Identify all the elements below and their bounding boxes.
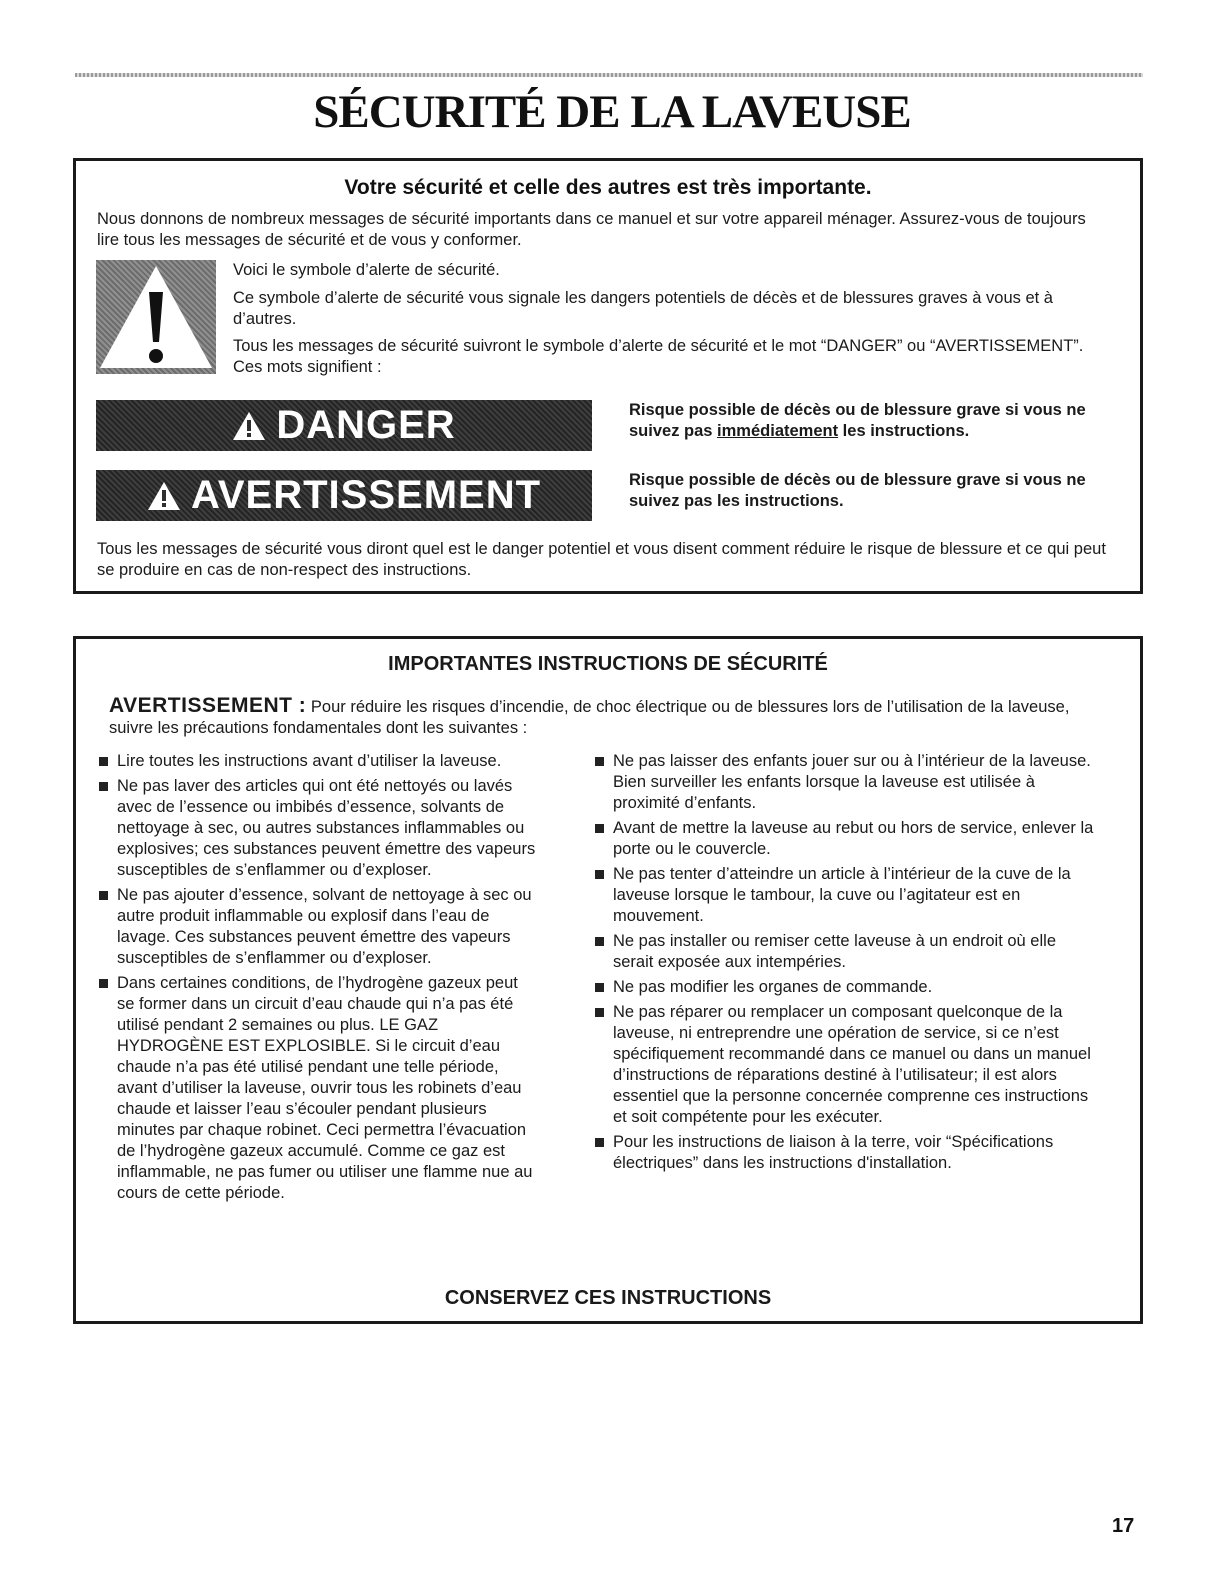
page-title: SÉCURITÉ DE LA LAVEUSE bbox=[313, 86, 911, 138]
safety-heading: Votre sécurité et celle des autres est très importante. bbox=[344, 176, 872, 199]
list-item bbox=[594, 977, 1094, 998]
bullet-square-icon bbox=[99, 979, 108, 988]
list-item-text: Ne pas réparer ou remplacer un composant quelconque de la laveuse, ni entreprendre une opération de service, si ce n’est spécifiquement recommandé dans ce manuel ou dans un manuel d’instructions de réparations destiné à l’utilisateur; il est alors essentiel que la personne concernée comprenne ces instructions et soit compétente pour les exécuter. bbox=[613, 1003, 1091, 1126]
danger-text-start: Risque possible de décès ou de blessure grave si vous ne suivez pas bbox=[629, 401, 1086, 440]
bullet-square-icon bbox=[595, 757, 604, 766]
bullet-square-icon bbox=[595, 937, 604, 946]
warning-triangle-icon bbox=[147, 481, 181, 511]
bullet-square-icon bbox=[99, 891, 108, 900]
safety-closing: Tous les messages de sécurité vous diront quel est le danger potentiel et vous disent comment réduire le risque de blessure et ce qui peut se produire en cas de non-respect des instructions. bbox=[97, 540, 1106, 579]
list-item bbox=[594, 751, 1094, 814]
bullet-square-icon bbox=[595, 1138, 604, 1147]
danger-label: DANGER bbox=[276, 403, 456, 447]
list-item bbox=[98, 885, 538, 969]
list-item bbox=[594, 1132, 1094, 1174]
safety-intro: Nous donnons de nombreux messages de sécurité importants dans ce manuel et sur votre appareil ménager. Assurez-vous de toujours lire tous les messages de sécurité et de vous y conformer. bbox=[97, 210, 1086, 249]
top-rule bbox=[75, 73, 1143, 77]
bullet-square-icon bbox=[595, 824, 604, 833]
list-item-text: Ne pas tenter d’atteindre un article à l’intérieur de la cuve de la laveuse lorsque le tambour, la cuve ou l’agitateur est en mouvement. bbox=[613, 865, 1071, 925]
list-item-text: Ne pas installer ou remiser cette laveuse à un endroit où elle serait exposée aux intempéries. bbox=[613, 932, 1056, 971]
instructions-heading: IMPORTANTES INSTRUCTIONS DE SÉCURITÉ bbox=[388, 653, 828, 675]
list-item bbox=[594, 1002, 1094, 1128]
danger-description bbox=[629, 400, 1139, 442]
list-item-text: Ne pas laisser des enfants jouer sur ou à l’intérieur de la laveuse. Bien surveiller les enfants lorsque la laveuse est utilisée à proximité d’enfants. bbox=[613, 752, 1091, 812]
list-item-text: Dans certaines conditions, de l’hydrogène gazeux peut se former dans un circuit d’eau chaude qui n’a pas été utilisé pendant 2 semaines ou plus. LE GAZ HYDROGÈNE EST EXPLOSIBLE. Si le circuit d’eau chaude n’a pas été utilisé pendant une telle période, avant d’utiliser la laveuse, ouvrir tous les robinets d’eau chaude et laisser l’eau s’écouler pendant plusieurs minutes par chaque robinet. Ceci permettra l’évacuation de l’hydrogène gazeux accumulé. Comme ce gaz est inflammable, ne pas fumer ou utiliser une flamme nue au cours de cette période. bbox=[117, 974, 533, 1202]
list-item bbox=[594, 818, 1094, 860]
page-number: 17 bbox=[1112, 1515, 1135, 1537]
bullet-square-icon bbox=[99, 782, 108, 791]
danger-banner bbox=[96, 400, 592, 451]
danger-text-emphasis: immédiatement bbox=[717, 422, 839, 440]
instructions-warning-label: AVERTISSEMENT : bbox=[109, 694, 307, 717]
list-item bbox=[98, 751, 538, 772]
list-item-text: Ne pas modifier les organes de commande. bbox=[613, 978, 933, 996]
warning-description: Risque possible de décès ou de blessure grave si vous ne suivez pas les instructions. bbox=[629, 471, 1086, 510]
list-item bbox=[594, 864, 1094, 927]
instructions-right-column bbox=[594, 751, 1094, 1178]
list-item bbox=[98, 776, 538, 881]
important-instructions-box bbox=[73, 636, 1143, 1324]
list-item bbox=[594, 931, 1094, 973]
warning-triangle-icon bbox=[232, 411, 266, 441]
bullet-square-icon bbox=[595, 870, 604, 879]
instructions-warning-text: Pour réduire les risques d’incendie, de choc électrique ou de blessures lors de l’utilisation de la laveuse, suivre les précautions fondamentales dont les suivantes : bbox=[109, 698, 1070, 737]
instructions-footer: CONSERVEZ CES INSTRUCTIONS bbox=[444, 1287, 772, 1309]
safety-alert-icon bbox=[96, 260, 216, 374]
list-item-text: Avant de mettre la laveuse au rebut ou hors de service, enlever la porte ou le couvercle. bbox=[613, 819, 1094, 858]
safety-messages-box bbox=[73, 158, 1143, 594]
warning-banner bbox=[96, 470, 592, 521]
instructions-warning bbox=[109, 695, 1109, 739]
list-item bbox=[98, 973, 538, 1204]
bullet-square-icon bbox=[595, 983, 604, 992]
instructions-left-column bbox=[98, 751, 538, 1208]
list-item-text: Ne pas laver des articles qui ont été nettoyés ou lavés avec de l’essence ou imbibés d’essence, solvants de nettoyage à sec, ou autres substances inflammables ou explosives; ces substances peuvent émettre des vapeurs susceptibles de s’enflammer ou d’exploser. bbox=[117, 777, 536, 879]
list-item-text: Lire toutes les instructions avant d’utiliser la laveuse. bbox=[117, 752, 502, 770]
danger-text-end: les instructions. bbox=[838, 422, 970, 440]
bullet-square-icon bbox=[595, 1008, 604, 1017]
warning-label: AVERTISSEMENT bbox=[190, 473, 542, 517]
symbol-line-1: Voici le symbole d’alerte de sécurité. bbox=[233, 261, 500, 279]
symbol-line-2: Ce symbole d’alerte de sécurité vous signale les dangers potentiels de décès et de blessures graves à vous et à d’autres. bbox=[233, 289, 1053, 328]
list-item-text: Ne pas ajouter d’essence, solvant de nettoyage à sec ou autre produit inflammable ou explosif dans l’eau de lavage. Ces substances peuvent émettre des vapeurs susceptibles de s’enflammer ou d’exploser. bbox=[117, 886, 532, 967]
symbol-line-3: Tous les messages de sécurité suivront le symbole d’alerte de sécurité et le mot “DANGER” ou “AVERTISSEMENT”. Ces mots signifient : bbox=[233, 337, 1084, 376]
bullet-square-icon bbox=[99, 757, 108, 766]
list-item-text: Pour les instructions de liaison à la terre, voir “Spécifications électriques” dans les instructions d'installation. bbox=[613, 1133, 1054, 1172]
